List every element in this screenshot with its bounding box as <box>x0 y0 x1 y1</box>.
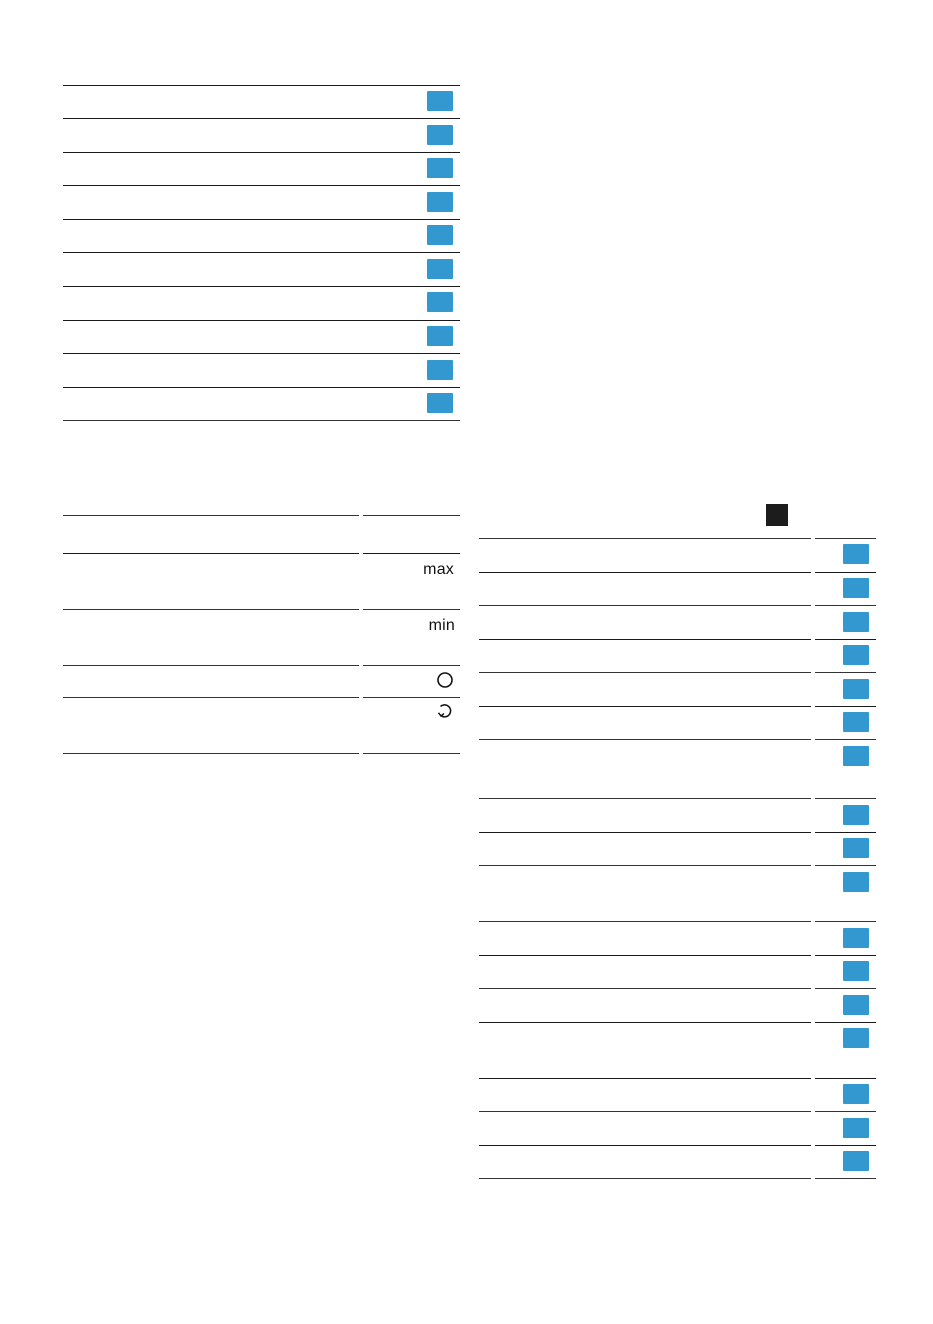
table-rule <box>63 515 460 516</box>
table-rule <box>63 320 460 321</box>
black-square-icon <box>766 504 788 526</box>
column-gap <box>359 512 363 758</box>
table-rule <box>479 1078 876 1079</box>
table-rule <box>479 832 876 833</box>
table-rule <box>479 955 876 956</box>
table-rule <box>63 152 460 153</box>
blue-tag <box>427 393 453 413</box>
blue-tag <box>843 1084 869 1104</box>
table-rule <box>479 798 876 799</box>
table-rule <box>63 387 460 388</box>
blue-tag <box>427 225 453 245</box>
blue-tag <box>843 928 869 948</box>
blue-tag <box>843 872 869 892</box>
table-rule <box>479 988 876 989</box>
blue-tag <box>843 805 869 825</box>
table-rule <box>63 665 460 666</box>
table-rule <box>479 672 876 673</box>
table-rule <box>479 921 876 922</box>
blue-tag <box>843 679 869 699</box>
blue-tag <box>843 961 869 981</box>
symbol-max: max <box>423 561 454 578</box>
table-rule <box>479 1145 876 1146</box>
table-rule <box>63 420 460 421</box>
table-rule <box>63 697 460 698</box>
table-rule <box>63 609 460 610</box>
circle-icon <box>436 671 454 689</box>
table-rule <box>63 185 460 186</box>
table-rule <box>479 706 876 707</box>
blue-tag <box>843 746 869 766</box>
table-rule <box>479 605 876 606</box>
blue-tag <box>843 612 869 632</box>
blue-tag <box>843 1028 869 1048</box>
blue-tag <box>843 1151 869 1171</box>
table-rule <box>63 553 460 554</box>
blue-tag <box>843 838 869 858</box>
table-rule <box>479 739 876 740</box>
table-rule <box>63 252 460 253</box>
blue-tag <box>427 259 453 279</box>
blue-tag <box>427 192 453 212</box>
table-rule <box>479 639 876 640</box>
blue-tag <box>427 326 453 346</box>
table-rule <box>479 572 876 573</box>
blue-tag <box>843 578 869 598</box>
blue-tag <box>843 544 869 564</box>
blue-tag <box>843 645 869 665</box>
table-rule <box>479 865 876 866</box>
blue-tag <box>427 360 453 380</box>
blue-tag <box>843 995 869 1015</box>
table-rule <box>479 1111 876 1112</box>
blue-tag <box>843 712 869 732</box>
column-gap <box>811 536 815 1182</box>
table-rule <box>63 219 460 220</box>
table-rule <box>479 1022 876 1023</box>
blue-tag <box>427 91 453 111</box>
blue-tag <box>427 158 453 178</box>
table-rule <box>63 353 460 354</box>
table-rule <box>479 538 876 539</box>
blue-tag <box>427 292 453 312</box>
table-rule <box>63 753 460 754</box>
table-rule <box>63 286 460 287</box>
table-rule <box>63 85 460 86</box>
blue-tag <box>427 125 453 145</box>
table-rule <box>63 118 460 119</box>
blue-tag <box>843 1118 869 1138</box>
refresh-icon <box>436 701 454 721</box>
table-rule <box>479 1178 876 1179</box>
symbol-min: min <box>428 617 455 634</box>
